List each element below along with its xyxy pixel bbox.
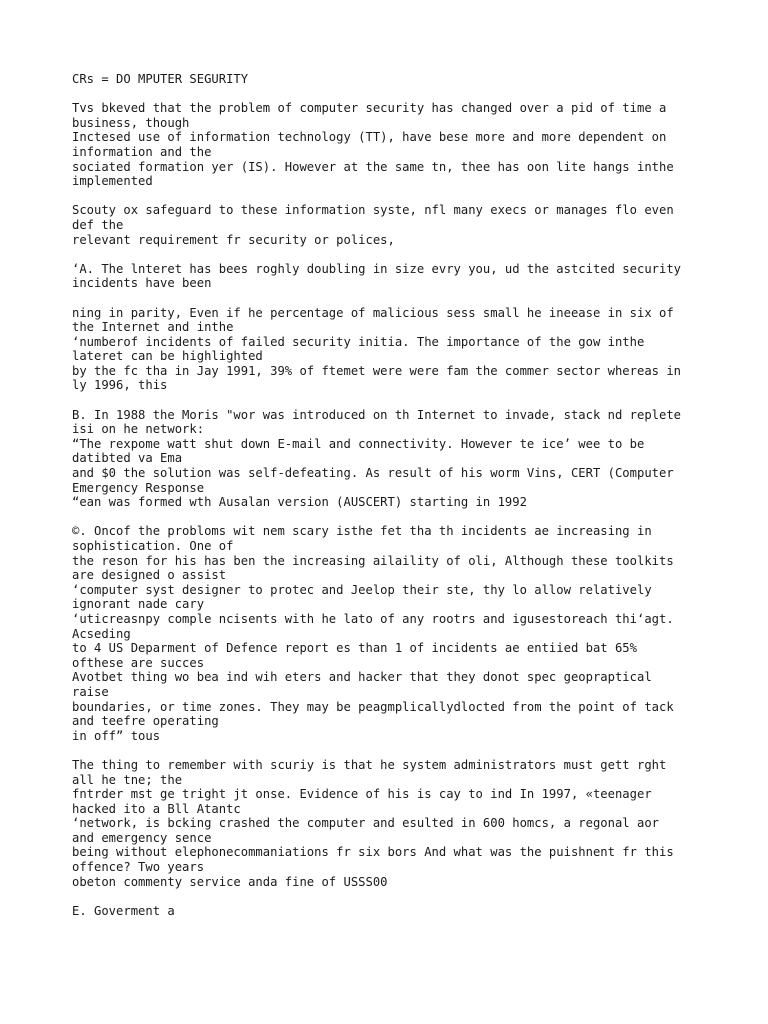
text-line: ignorant nade cary bbox=[72, 597, 205, 612]
text-line: being without elephonecommaniations fr six bors And what was the puishnent fr this bbox=[72, 845, 674, 860]
text-line: Inctesed use of information technology (TT), have bese more and more dependent on bbox=[72, 130, 667, 145]
text-line: the Internet and inthe bbox=[72, 320, 234, 335]
paragraph bbox=[72, 904, 712, 919]
text-line: and $0 the solution was self-defeating. As result of his worm Vins, CERT (Computer bbox=[72, 466, 674, 481]
paragraph bbox=[72, 101, 712, 189]
text-line: by the fc tha in Jay 1991, 39% of ftemet were were fam the commer sector whereas in bbox=[72, 363, 682, 378]
text-line: ning in parity, Even if he percentage of malicious sess small he ineease in six of bbox=[72, 305, 674, 320]
text-line: datibted va Ema bbox=[72, 451, 183, 466]
text-line: hacked ito a Bll Atantc bbox=[72, 801, 241, 816]
text-line: obeton commenty service anda fine of USSS00 bbox=[72, 874, 388, 889]
text-line: ‘network, is bcking crashed the computer and esulted in 600 homcs, a regonal aor bbox=[72, 816, 659, 831]
document-body bbox=[72, 101, 712, 918]
text-line: Tvs bkeved that the problem of computer security has changed over a pid of time a bbox=[72, 101, 667, 116]
text-line: are designed o assist bbox=[72, 568, 227, 583]
text-line: B. In 1988 the Moris "wor was introduced on th Internet to invade, stack nd replete bbox=[72, 407, 682, 422]
text-line: Scouty ox safeguard to these information syste, nfl many execs or manages flo even bbox=[72, 203, 674, 218]
text-line: raise bbox=[72, 684, 109, 699]
text-line: all he tne; the bbox=[72, 772, 183, 787]
document-page bbox=[72, 72, 712, 933]
paragraph bbox=[72, 408, 712, 510]
text-line: sophistication. One of bbox=[72, 539, 234, 553]
text-line: Emergency Response bbox=[72, 480, 205, 495]
text-line: to 4 US Deparment of Defence report es than 1 of incidents ae entiied bat 65% bbox=[72, 641, 637, 656]
text-line: ofthese are succes bbox=[72, 655, 205, 670]
text-line: ly 1996, this bbox=[72, 378, 168, 393]
paragraph bbox=[72, 524, 712, 743]
text-line: E. Goverment a bbox=[72, 903, 175, 918]
text-line: Avotbet thing wo bea ind wih eters and hacker that they donot spec geopraptical bbox=[72, 670, 652, 685]
text-line: in off” tous bbox=[72, 728, 161, 743]
text-line: def the bbox=[72, 217, 124, 232]
text-line: relevant requirement fr security or polices, bbox=[72, 232, 395, 247]
text-line: lateret can be highlighted bbox=[72, 349, 263, 364]
text-line: The thing to remember with scuriy is that he system administrators must gett rght bbox=[72, 757, 667, 772]
text-line: and emergency sence bbox=[72, 830, 212, 845]
text-line: ‘numberof incidents of failed security initia. The importance of the gow inthe bbox=[72, 334, 645, 349]
text-line: information and the bbox=[72, 144, 212, 159]
paragraph bbox=[72, 203, 712, 247]
text-line: ©. Oncof the probloms wit nem scary isthe fet tha th incidents ae increasing in bbox=[72, 524, 652, 539]
paragraph bbox=[72, 306, 712, 394]
text-line: isi on he network: bbox=[72, 422, 205, 437]
text-line: boundaries, or time zones. They may be peagmplicallydlocted from the point of tack bbox=[72, 699, 674, 714]
text-line: ‘uticreasnpy comple ncisents with he lato of any rootrs and igusestoreach thi‘agt. bbox=[72, 611, 674, 626]
text-line: business, though bbox=[72, 115, 190, 130]
paragraph bbox=[72, 758, 712, 889]
text-line: implemented bbox=[72, 174, 153, 189]
text-line: sociated formation yer (IS). However at the same tn, thee has oon lite hangs inthe bbox=[72, 159, 674, 174]
text-line: and teefre operating bbox=[72, 714, 219, 729]
text-line: incidents have been bbox=[72, 276, 212, 291]
text-line: ‘A. The lnteret has bees roghly doubling in size evry you, ud the astcited security bbox=[72, 261, 682, 276]
text-line: offence? Two years bbox=[72, 860, 205, 875]
text-line: ‘computer syst designer to protec and Jeelop their ste, thy lo allow relatively bbox=[72, 582, 652, 597]
text-line: Acseding bbox=[72, 626, 131, 641]
text-line: the reson for his has ben the increasing ailaility of oli, Although these toolkits bbox=[72, 553, 674, 568]
document-title: CRs = DO MPUTER SEGURITY bbox=[72, 72, 249, 86]
text-line: fntrder mst ge tright jt onse. Evidence of his is cay to ind In 1997, «teenager bbox=[72, 787, 652, 802]
paragraph bbox=[72, 262, 712, 291]
text-line: “ean was formed wth Ausalan version (AUSCERT) starting in 1992 bbox=[72, 495, 527, 510]
text-line: “The rexpome watt shut down E-mail and connectivity. However te ice’ wee to be bbox=[72, 436, 645, 451]
